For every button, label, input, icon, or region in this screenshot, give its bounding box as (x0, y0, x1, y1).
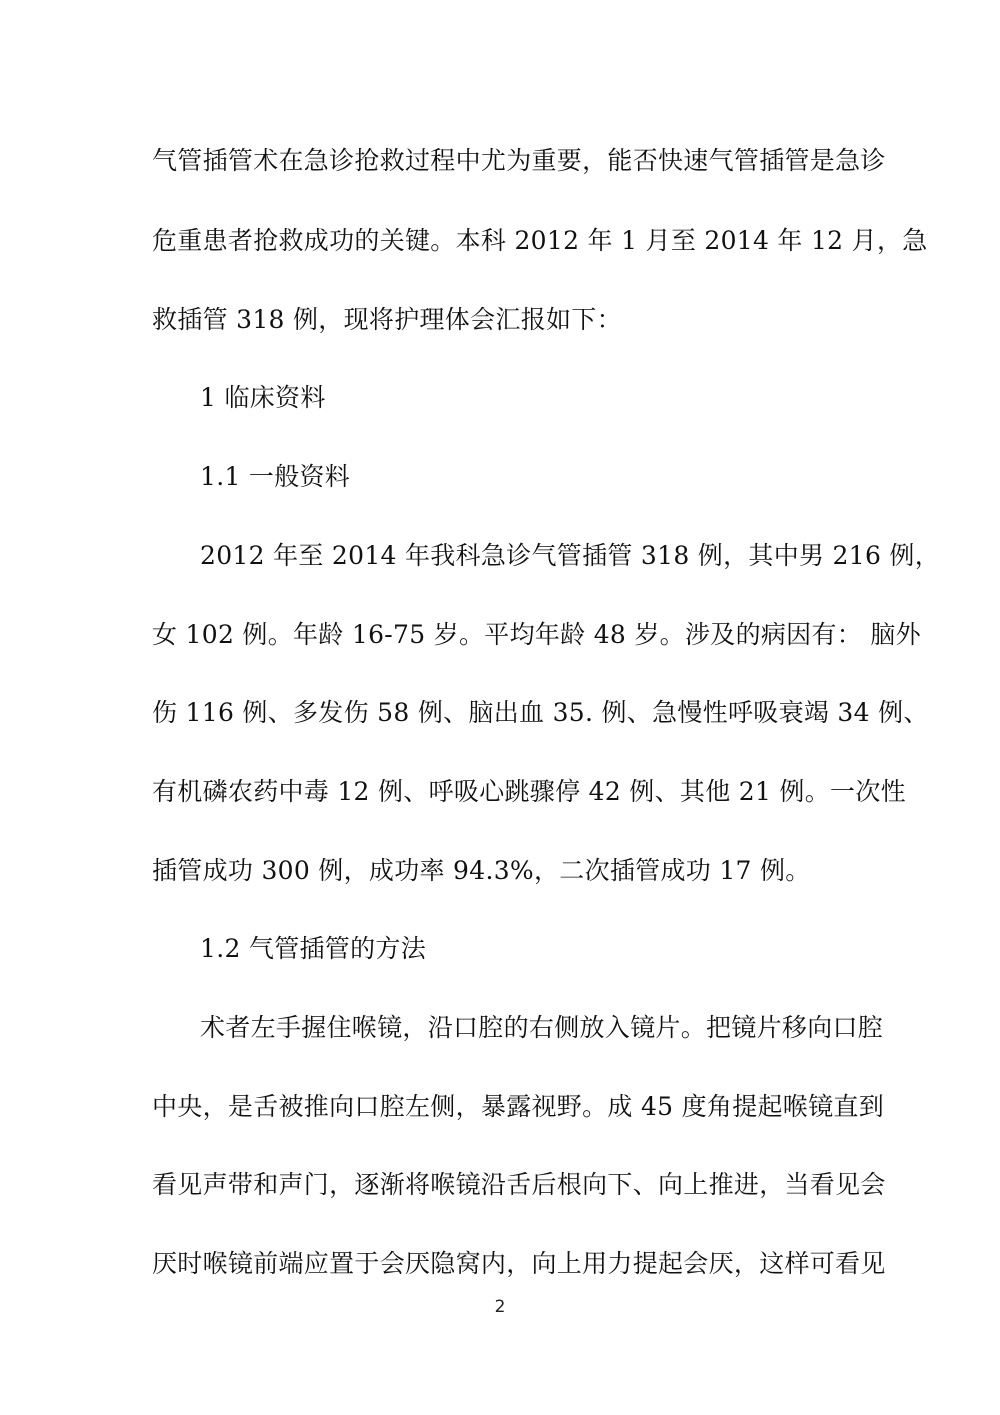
page-number: 2 (494, 1297, 506, 1317)
paragraph-line: 中央，是舌被推向口腔左侧，暴露视野。成 45 度角提起喉镜直到 (152, 1092, 885, 1121)
paragraph-line: 术者左手握住喉镜，沿口腔的右侧放入镜片。把镜片移向口腔 (200, 1013, 884, 1042)
paragraph-line: 插管成功 300 例，成功率 94.3%，二次插管成功 17 例。 (152, 856, 811, 885)
subsection-heading: 1.2 气管插管的方法 (200, 934, 427, 963)
paragraph-line: 厌时喉镜前端应置于会厌隐窝内，向上用力提起会厌，这样可看见 (152, 1249, 886, 1278)
paragraph-line: 看见声带和声门，逐渐将喉镜沿舌后根向下、向上推进，当看见会 (152, 1170, 886, 1199)
subsection-heading: 1.1 一般资料 (200, 462, 351, 491)
paragraph-line: 救插管 318 例，现将护理体会汇报如下： (152, 305, 622, 334)
paragraph-line: 伤 116 例、多发伤 58 例、脑出血 35. 例、急慢性呼吸衰竭 34 例、 (152, 698, 929, 727)
paragraph-line: 女 102 例。年龄 16-75 岁。平均年龄 48 岁。涉及的病因有： 脑外 (152, 620, 921, 649)
paragraph-line: 有机磷农药中毒 12 例、呼吸心跳骤停 42 例、其他 21 例。一次性 (152, 777, 906, 806)
paragraph-line: 危重患者抢救成功的关键。本科 2012 年 1 月至 2014 年 12 月，急 (152, 226, 928, 255)
section-heading: 1 临床资料 (200, 383, 326, 412)
paragraph-line: 气管插管术在急诊抢救过程中尤为重要，能否快速气管插管是急诊 (152, 146, 886, 175)
paragraph-line: 2012 年至 2014 年我科急诊气管插管 318 例，其中男 216 例， (200, 541, 941, 570)
